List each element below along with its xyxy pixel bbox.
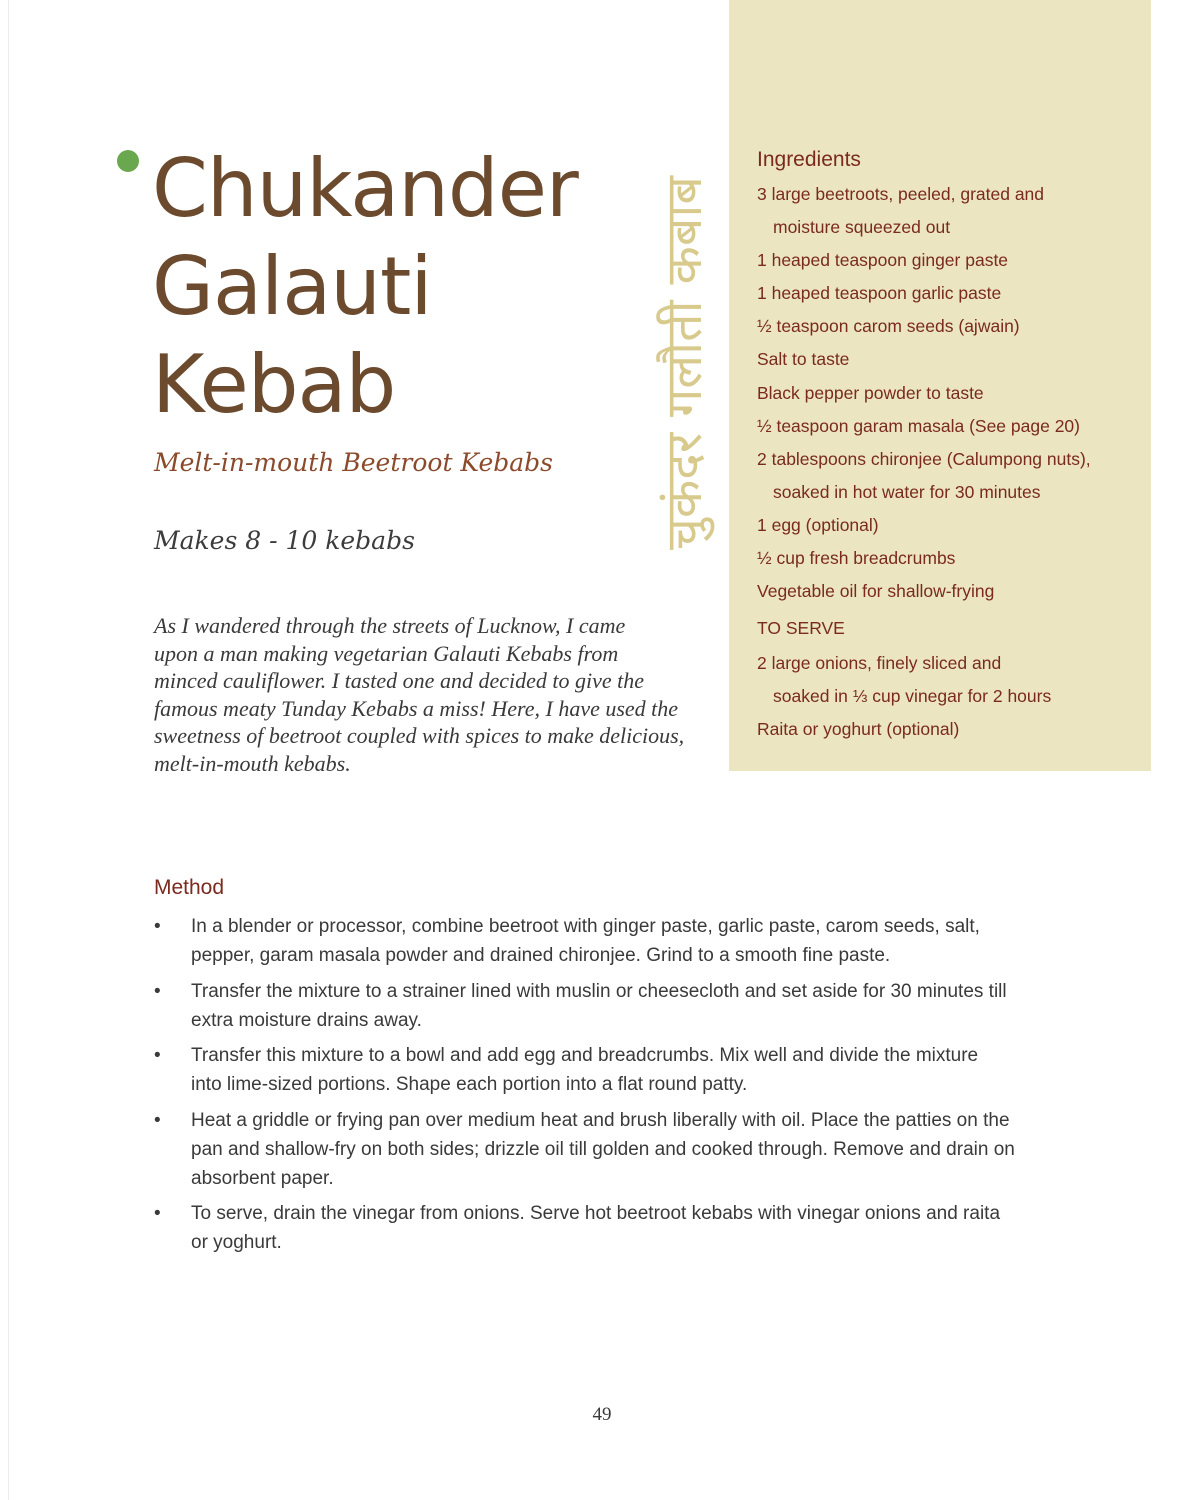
intro-line: melt-in-mouth kebabs.	[154, 750, 351, 776]
intro-line: As I wandered through the streets of Lucknow, I came	[154, 613, 626, 638]
method-step	[154, 1041, 1114, 1099]
method-step-line: absorbent paper.	[191, 1167, 334, 1189]
bullet-icon: •	[154, 980, 161, 1002]
recipe-title-line: Chukander	[152, 142, 578, 235]
method-steps	[154, 912, 1114, 1264]
ingredient-line: Salt to taste	[757, 349, 850, 370]
method-step-line: or yoghurt.	[191, 1232, 282, 1253]
ingredient-item	[757, 277, 1137, 310]
ingredient-item	[757, 244, 1137, 277]
ingredient-line: Vegetable oil for shallow-frying	[757, 581, 995, 602]
method-step-line: extra moisture drains away.	[191, 1009, 422, 1031]
method-step-line: pepper, garam masala powder and drained chironjee. Grind to a smooth fine paste.	[191, 945, 891, 966]
page-number: 49	[592, 1404, 612, 1425]
method-step	[154, 912, 1114, 970]
recipe-title-line: Galauti	[152, 240, 432, 333]
ingredient-item	[757, 509, 1137, 542]
ingredient-item	[757, 443, 1137, 509]
method-heading: Method	[154, 876, 225, 899]
intro-line: sweetness of beetroot coupled with spices to make delicious,	[154, 723, 685, 748]
ingredient-line: 1 egg (optional)	[757, 514, 879, 535]
ingredient-line: ½ teaspoon garam masala (See page 20)	[757, 415, 1080, 436]
hindi-title-text: चुकंदर गलौती कबाब	[655, 175, 713, 550]
recipe-yield: Makes 8 - 10 kebabs	[154, 526, 415, 555]
ingredient-line: 1 heaped teaspoon ginger paste	[757, 250, 1009, 271]
serve-item	[757, 647, 1137, 713]
ingredient-item	[757, 377, 1137, 410]
to-serve-heading: TO SERVE	[757, 618, 845, 638]
intro-line: minced cauliflower. I tasted one and decided to give the	[154, 668, 644, 693]
method-step-line: Heat a griddle or frying pan over medium heat and brush liberally with oil. Place the patties on the	[191, 1109, 1010, 1131]
ingredient-item	[757, 410, 1137, 443]
ingredient-item	[757, 575, 1137, 608]
ingredient-item	[757, 310, 1137, 343]
method-step-line: Transfer the mixture to a strainer lined with muslin or cheesecloth and set aside for 30 minutes till	[191, 980, 1007, 1002]
ingredient-item	[757, 343, 1137, 376]
ingredients-heading: Ingredients	[757, 148, 861, 171]
serve-line: soaked in ⅓ cup vinegar for 2 hours	[773, 686, 1052, 707]
method-step	[154, 1106, 1114, 1193]
method-step	[154, 977, 1114, 1035]
ingredient-line: ½ teaspoon carom seeds (ajwain)	[757, 316, 1020, 337]
recipe-title	[152, 140, 578, 434]
bullet-icon: •	[154, 1109, 161, 1131]
serve-line: Raita or yoghurt (optional)	[757, 719, 960, 740]
to-serve-list	[757, 647, 1137, 746]
ingredient-item	[757, 178, 1137, 244]
ingredient-line: ½ cup fresh breadcrumbs	[757, 548, 956, 569]
bullet-icon: •	[154, 916, 161, 937]
method-step	[154, 1199, 1114, 1257]
intro-line: famous meaty Tunday Kebabs a miss! Here, I have used the	[154, 695, 679, 721]
method-step-line: Transfer this mixture to a bowl and add egg and breadcrumbs. Mix well and divide the mixture	[191, 1045, 979, 1066]
ingredient-line: 1 heaped teaspoon garlic paste	[757, 283, 1002, 304]
bullet-icon: •	[154, 1203, 161, 1224]
serve-line: 2 large onions, finely sliced and	[757, 653, 1002, 673]
intro-paragraph	[154, 612, 694, 777]
ingredient-item	[757, 542, 1137, 575]
ingredient-line: 3 large beetroots, peeled, grated and	[757, 184, 1045, 204]
recipe-title-line: Kebab	[152, 338, 396, 431]
ingredient-line: moisture squeezed out	[773, 217, 951, 238]
page-edge-line	[8, 0, 9, 1500]
method-step-line: In a blender or processor, combine beetroot with ginger paste, garlic paste, carom seeds, salt,	[191, 916, 980, 937]
intro-line: upon a man making vegetarian Galauti Kebabs from	[154, 640, 619, 666]
hindi-title	[642, 150, 722, 575]
bullet-icon: •	[154, 1045, 161, 1066]
method-step-line: pan and shallow-fry on both sides; drizzle oil till golden and cooked through. Remove and drain on	[191, 1138, 1015, 1160]
recipe-subtitle: Melt-in-mouth Beetroot Kebabs	[154, 448, 553, 477]
ingredient-line: 2 tablespoons chironjee (Calumpong nuts),	[757, 448, 1091, 469]
green-dot-icon	[117, 150, 139, 172]
ingredient-line: Black pepper powder to taste	[757, 382, 984, 403]
ingredients-list	[757, 178, 1137, 608]
ingredient-line: soaked in hot water for 30 minutes	[773, 481, 1041, 502]
method-step-line: To serve, drain the vinegar from onions. Serve hot beetroot kebabs with vinegar onions and raita	[191, 1203, 1001, 1224]
method-step-line: into lime-sized portions. Shape each portion into a flat round patty.	[191, 1074, 748, 1095]
serve-item	[757, 713, 1137, 746]
